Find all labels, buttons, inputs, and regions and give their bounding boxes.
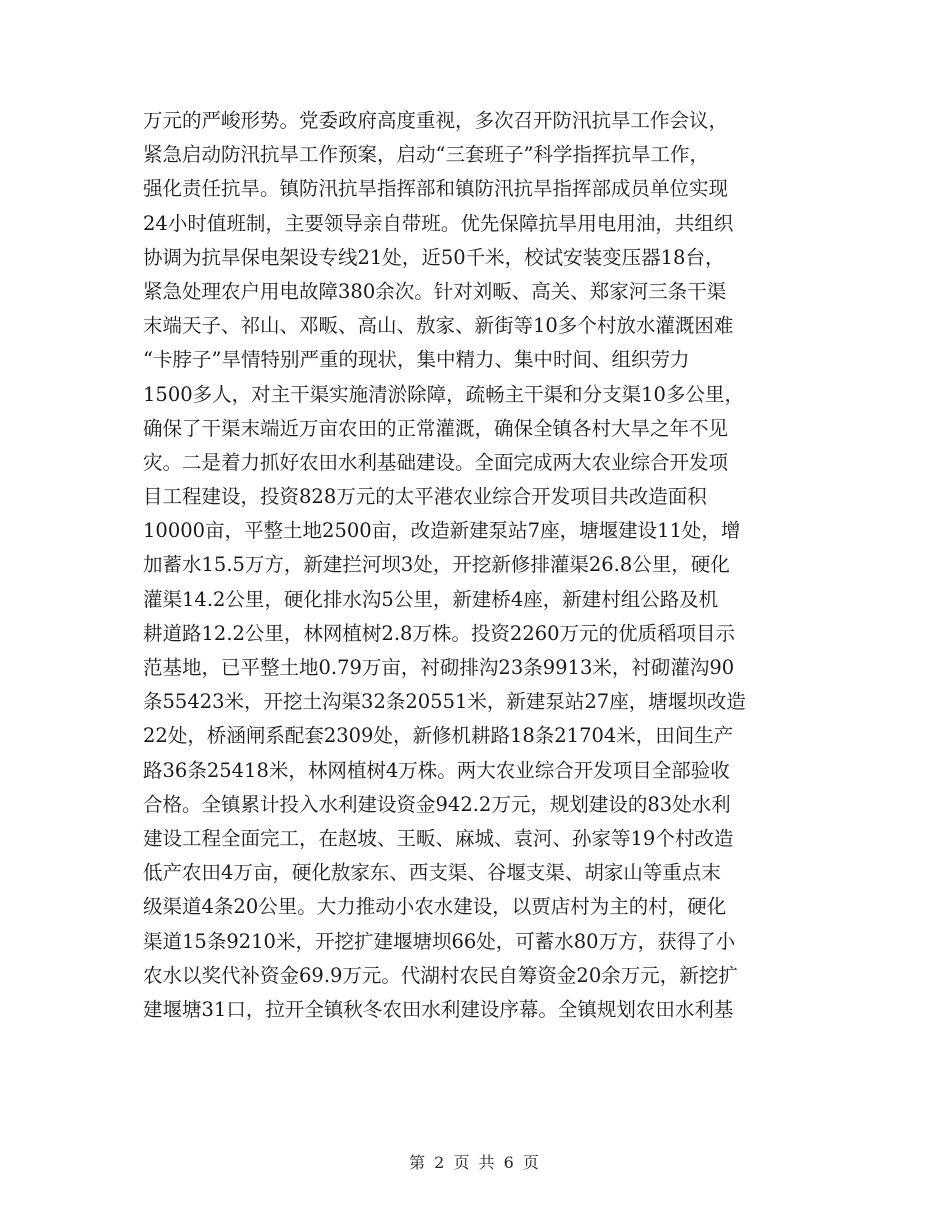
body-text [143, 104, 823, 1027]
text-line-26: 农水以奖代补资金69.9万元。代湖村农民自筹资金20余万元，新挖扩 [143, 963, 738, 987]
text-line-11: 灾。二是着力抓好农田水利基础建设。全面完成两大农业综合开发项 [143, 450, 729, 474]
text-line-1: 万元的严峻形势。党委政府高度重视，多次召开防汛抗旱工作会议， [143, 109, 729, 132]
text-line-2: 紧急启动防汛抗旱工作预案，启动“三套班子”科学指挥抗旱工作， [143, 143, 709, 167]
text-line-9: 1500多人，对主干渠实施清淤除障，疏畅主干渠和分支渠10多公里， [143, 382, 744, 406]
text-line-23: 低产农田4万亩，硬化敖家东、西支渠、谷堰支渠、胡家山等重点末 [143, 861, 721, 885]
text-line-10: 确保了干渠末端近万亩农田的正常灌溉，确保全镇各村大旱之年不见 [143, 416, 729, 440]
text-line-22: 建设工程全面完工，在赵坡、王畈、麻城、袁河、孙家等19个村改造 [143, 826, 734, 850]
text-line-4: 24小时值班制，主要领导亲自带班。优先保障抗旱用电用油，共组织 [143, 211, 734, 235]
text-line-14: 加蓄水15.5万方，新建拦河坝3处，开挖新修排灌渠26.8公里，硬化 [143, 553, 730, 577]
text-line-13: 10000亩，平整土地2500亩，改造新建泵站7座，塘堰建设11处，增 [143, 519, 741, 543]
text-line-18: 条55423米，开挖土沟渠32条20551米，新建泵站27座，塘堰坝改造 [143, 690, 746, 714]
text-line-7: 末端天子、祁山、邓畈、高山、敖家、新街等10多个村放水灌溉困难 [143, 314, 734, 338]
text-line-21: 合格。全镇累计投入水利建设资金942.2万元，规划建设的83处水利 [143, 792, 731, 816]
page-number-label: 第 2 页 共 6 页 [409, 1153, 541, 1172]
text-line-3: 强化责任抗旱。镇防汛抗旱指挥部和镇防汛抗旱指挥部成员单位实现 [143, 177, 729, 201]
text-line-25: 渠道15条9210米，开挖扩建堰塘坝66处，可蓄水80万方，获得了小 [143, 929, 736, 953]
text-line-15: 灌渠14.2公里，硬化排水沟5公里，新建桥4座，新建村组公路及机 [143, 587, 719, 611]
text-line-6: 紧急处理农户用电故障380余次。针对刘畈、高关、郑家河三条干渠 [143, 279, 727, 303]
text-line-27: 建堰塘31口，拉开全镇秋冬农田水利建设序幕。全镇规划农田水利基 [143, 997, 734, 1021]
text-line-5: 协调为抗旱保电架设专线21处，近50千米，校试安装变压器18台， [143, 245, 725, 269]
text-line-24: 级渠道4条20公里。大力推动小农水建设，以贾店村为主的村，硬化 [143, 895, 727, 919]
text-line-19: 22处，桥涵闸系配套2309处，新修机耕路18条21704米，田间生产 [143, 724, 734, 748]
text-line-12: 目工程建设，投资828万元的太平港农业综合开发项目共改造面积 [143, 485, 707, 509]
text-line-16: 耕道路12.2公里，林网植树2.8万株。投资2260万元的优质稻项目示 [143, 621, 736, 645]
text-line-8: “卡脖子”旱情特别严重的现状，集中精力、集中时间、组织劳力 [143, 348, 690, 372]
text-line-17: 范基地，已平整土地0.79万亩，衬砌排沟23条9913米，衬砌灌沟90 [143, 656, 735, 679]
text-line-20: 路36条25418米，林网植树4万株。两大农业综合开发项目全部验收 [143, 758, 730, 782]
page-footer [0, 1150, 950, 1173]
